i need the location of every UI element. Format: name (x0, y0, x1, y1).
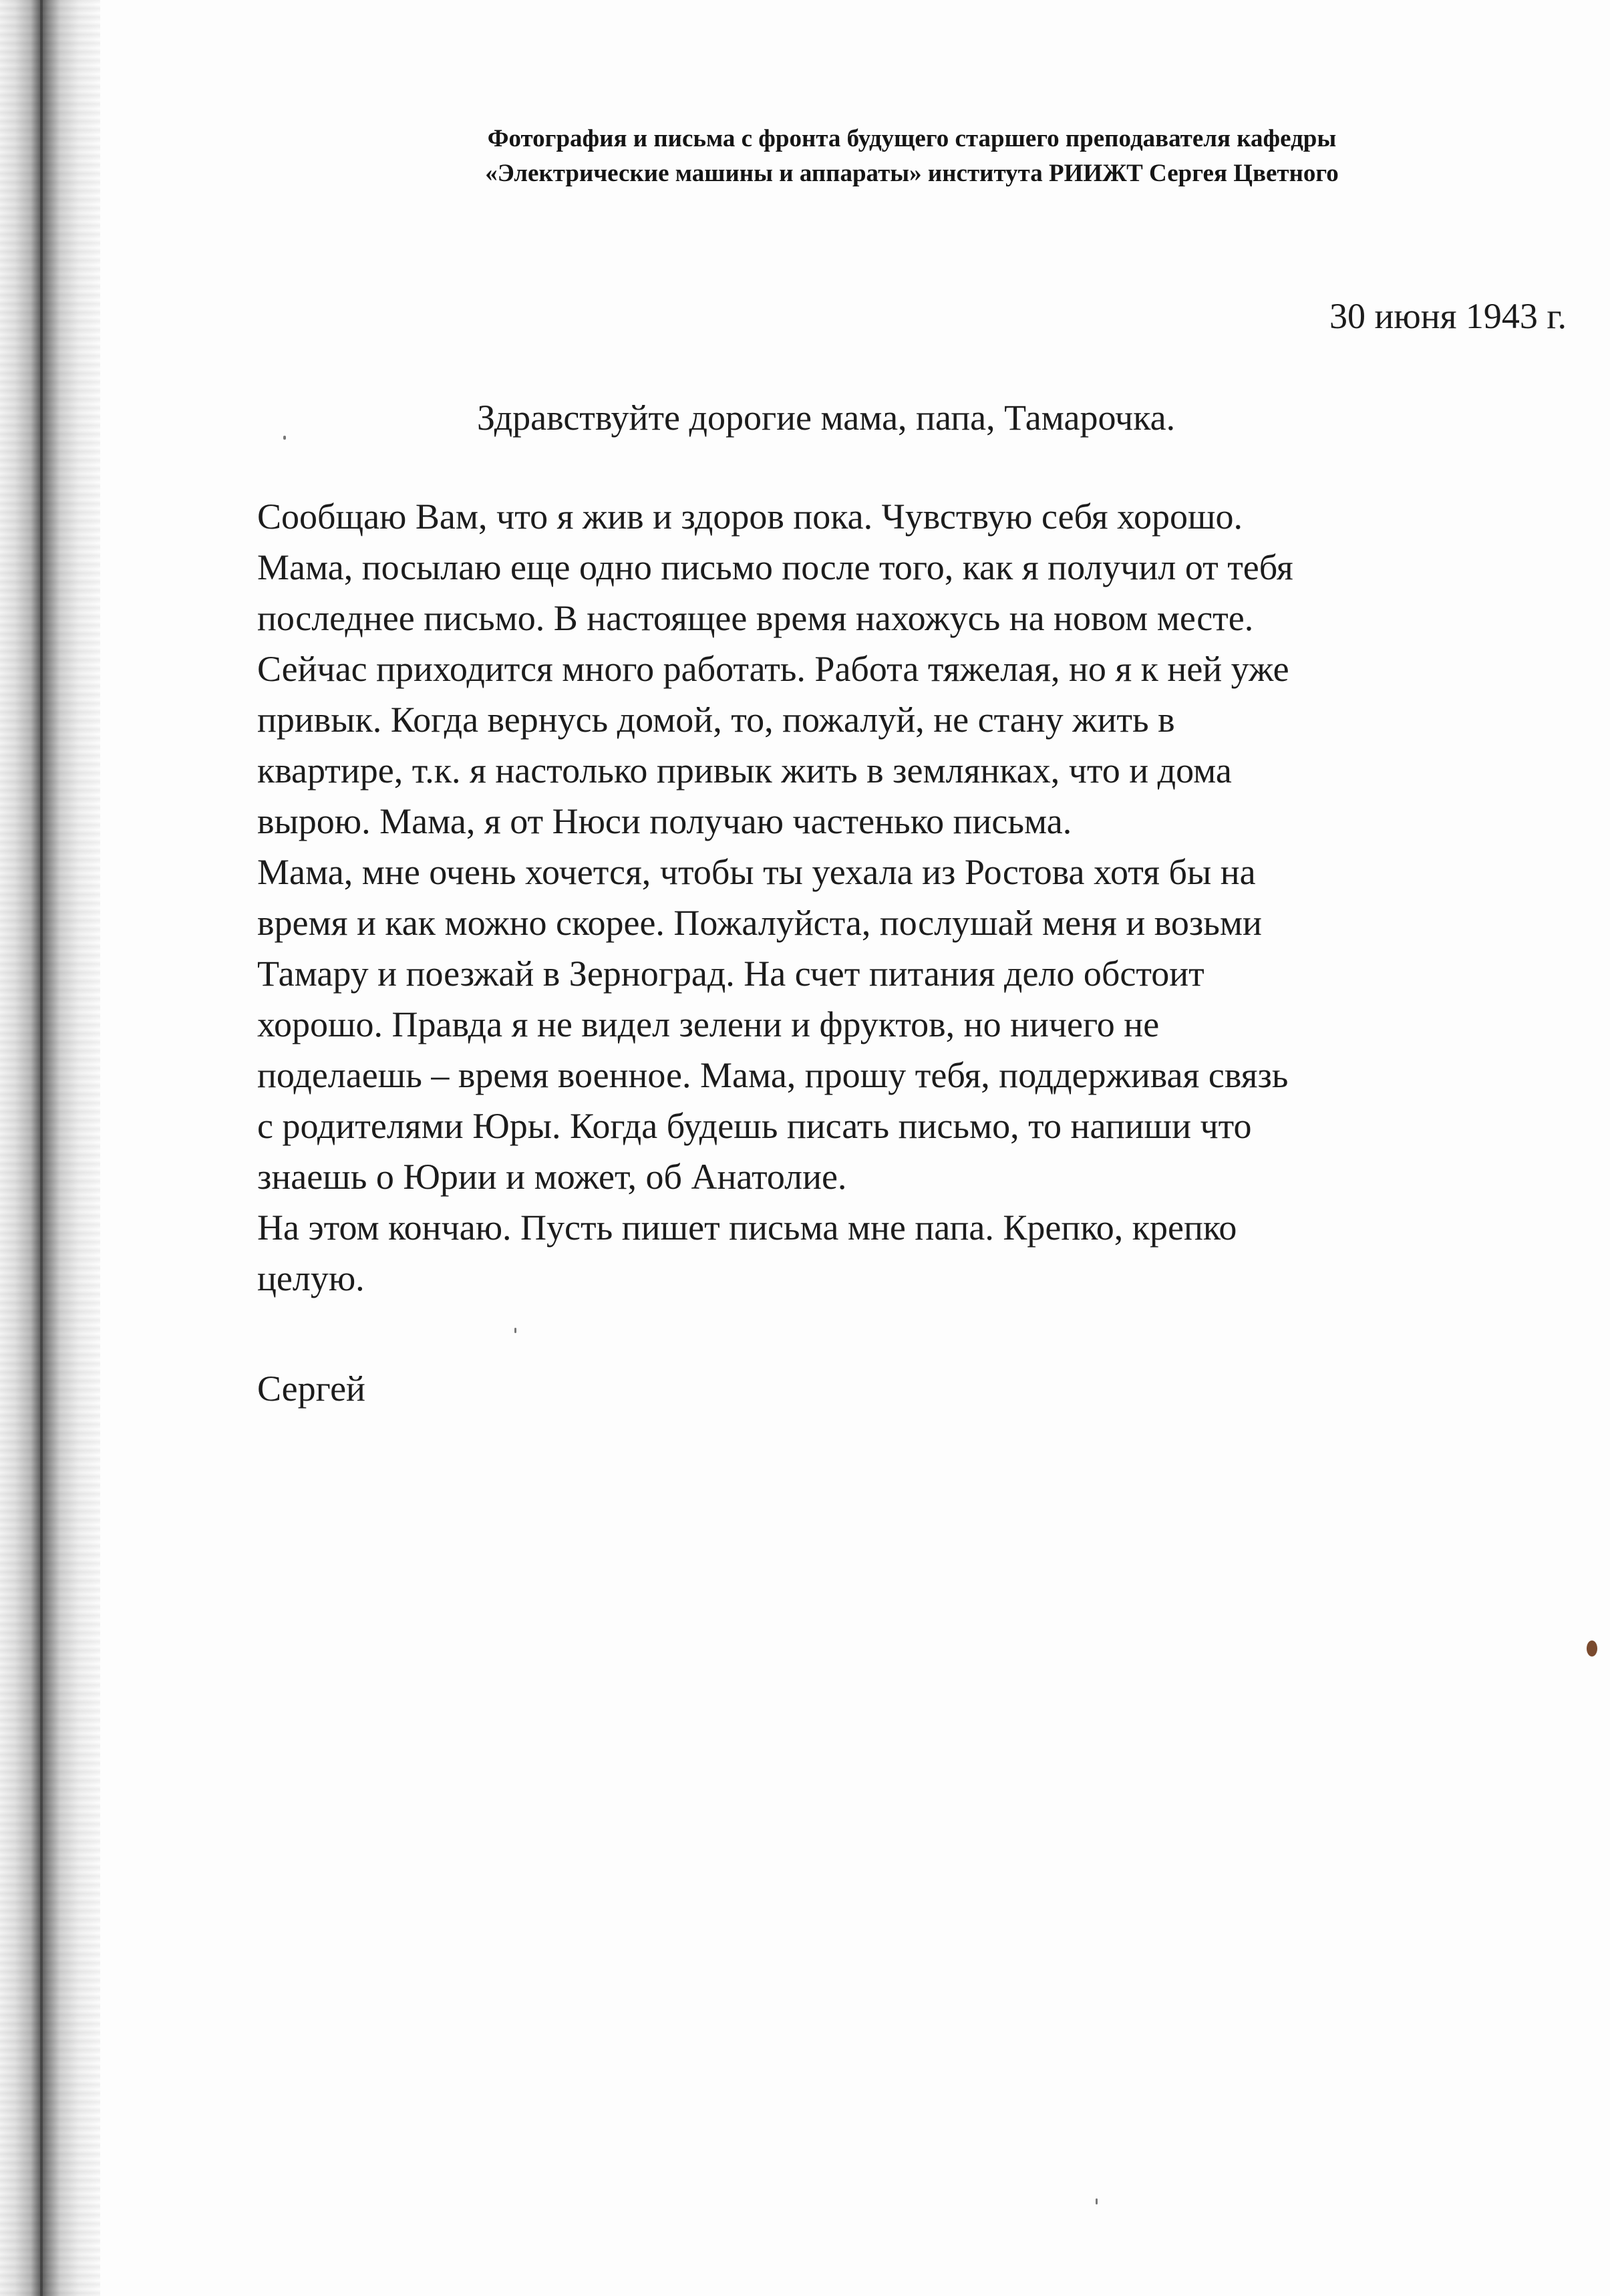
letter-line: Сообщаю Вам, что я жив и здоров пока. Чувствую себя хорошо. (257, 496, 1243, 537)
letter-body (257, 491, 1567, 1304)
letter-line: Тамару и поезжай в Зерноград. На счет питания дело обстоит (257, 954, 1204, 994)
letter-line: последнее письмо. В настоящее время нахожусь на новом месте. (257, 598, 1254, 638)
letter-line: привык. Когда вернусь домой, то, пожалуй, не стану жить в (257, 700, 1175, 740)
document-heading (294, 122, 1530, 191)
scan-dust-mark (1096, 2198, 1098, 2204)
letter-line: Сейчас приходится много работать. Работа тяжелая, но я к ней уже (257, 649, 1289, 689)
letter-line: с родителями Юры. Когда будешь писать письмо, то напиши что (257, 1106, 1252, 1146)
letter-line: Мама, посылаю еще одно письмо после того, как я получил от тебя (257, 547, 1293, 587)
letter-line: Мама, мне очень хочется, чтобы ты уехала из Ростова хотя бы на (257, 852, 1256, 892)
letter-greeting: Здравствуйте дорогие мама, папа, Тамарочка. (477, 398, 1176, 438)
ink-speck (1587, 1640, 1597, 1657)
letter-line: квартире, т.к. я настолько привык жить в землянках, что и дома (257, 750, 1232, 791)
scanner-shadow-edge (0, 0, 100, 2296)
letter-line: вырою. Мама, я от Нюси получаю частенько письма. (257, 801, 1072, 841)
scanner-edge-line (40, 0, 43, 2296)
letter-line: время и как можно скорее. Пожалуйста, послушай меня и возьми (257, 903, 1262, 943)
letter-line: знаешь о Юрии и может, об Анатолие. (257, 1157, 847, 1197)
letter-line: хорошо. Правда я не видел зелени и фруктов, но ничего не (257, 1004, 1160, 1044)
scan-dust-mark (283, 436, 286, 440)
letter-date: 30 июня 1943 г. (1329, 296, 1567, 336)
letter-line: На этом кончаю. Пусть пишет письма мне папа. Крепко, крепко (257, 1207, 1237, 1248)
heading-line-1: Фотография и письма с фронта будущего старшего преподавателя кафедры (487, 125, 1337, 152)
scan-dust-mark (514, 1328, 516, 1333)
heading-line-2: «Электрические машины и аппараты» института РИИЖТ Сергея Цветного (485, 160, 1339, 187)
letter-line: целую. (257, 1258, 365, 1298)
letter-line: поделаешь – время военное. Мама, прошу тебя, поддерживая связь (257, 1055, 1289, 1095)
letter-signature: Сергей (257, 1369, 365, 1409)
